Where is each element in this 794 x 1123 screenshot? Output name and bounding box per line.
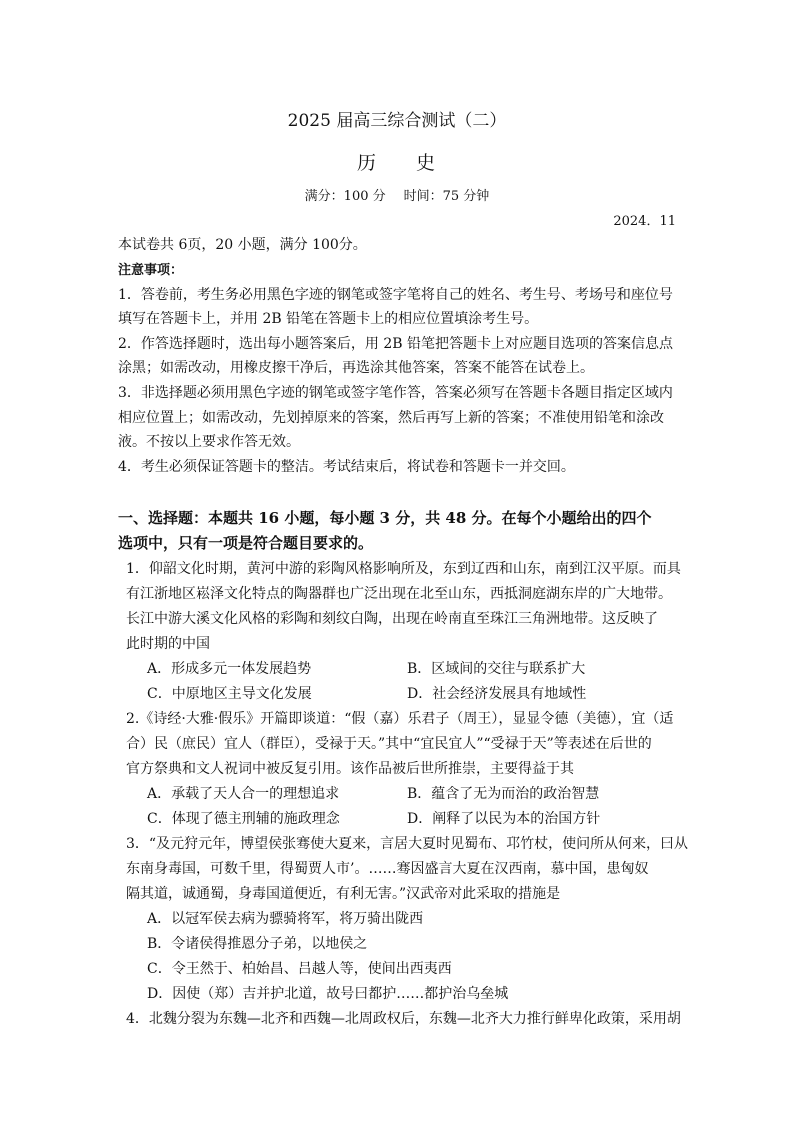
question-2-text: 合）民（庶民）宜人（群臣），受禄于天。”其中“宜民宜人”“受禄于天”等表述在后世的 <box>126 736 652 752</box>
question-3-text: 隔其道，诚通蜀，身毒国道便近，有利无害。”汉武帝对此采取的措施是 <box>126 886 561 902</box>
question-3-text: 东南身毒国，可数千里，得蜀贾人市’。……骞因盛言大夏在汉西南，慕中国，患匈奴 <box>126 861 649 877</box>
question-1-option-a[interactable]: A．形成多元一体发展趋势 <box>147 661 312 677</box>
notice-line: 1．答卷前，考生务必用黑色字迹的钢笔或签字笔将自己的姓名、考生号、考场号和座位号 <box>118 287 673 303</box>
question-1-text: 长江中游大溪文化风格的彩陶和刻纹白陶，出现在岭南直至珠江三角洲地带。这反映了 <box>126 611 658 627</box>
question-1-option-b[interactable]: B．区域间的交往与联系扩大 <box>407 661 586 677</box>
exam-title: 2025 届高三综合测试（二） <box>287 111 507 131</box>
notice-line: 填写在答题卡上，并用 2B 铅笔在答题卡上的相应位置填涂考生号。 <box>118 311 539 327</box>
question-1-text: 1．仰韶文化时期，黄河中游的彩陶风格影响所及，东到辽西和山东，南到江汉平原。而具 <box>126 561 681 577</box>
subject-char-1: 历 <box>356 152 378 174</box>
section-heading: 选项中，只有一项是符合题目要求的。 <box>118 534 374 552</box>
notice-line: 3．非选择题必须用黑色字迹的钢笔或签字笔作答，答案必须写在答题卡各题目指定区域内 <box>118 385 673 401</box>
notice-line: 2．作答选择题时，选出每小题答案后，用 2B 铅笔把答题卡上对应题目选项的答案信息点 <box>118 336 674 352</box>
question-2-option-d[interactable]: D．阐释了以民为本的治国方针 <box>407 811 601 827</box>
question-3-option-b[interactable]: B．令诸侯得推恩分子弟，以地侯之 <box>147 936 368 952</box>
question-2-option-a[interactable]: A．承载了天人合一的理想追求 <box>147 786 340 802</box>
question-2-text: 官方祭典和文人祝词中被反复引用。该作品被后世所推崇，主要得益于其 <box>126 761 574 777</box>
question-3-option-c[interactable]: C．令王然于、柏始昌、吕越人等，使间出西夷西 <box>147 961 452 977</box>
question-3-option-d[interactable]: D．因使（郑）吉并护北道，故号曰都护……都护治乌垒城 <box>147 986 509 1002</box>
exam-time: 时间：75 分钟 <box>403 189 490 204</box>
notice-line: 液。不按以上要求作答无效。 <box>118 434 300 450</box>
notice-line: 4．考生必须保证答题卡的整洁。考试结束后，将试卷和答题卡一并交回。 <box>118 459 575 475</box>
notice-line: 相应位置上；如需改动，先划掉原来的答案，然后再写上新的答案；不准使用铅笔和涂改 <box>118 410 664 426</box>
question-3-option-a[interactable]: A．以冠军侯去病为骠骑将军，将万骑出陇西 <box>147 911 424 927</box>
exam-date: 2024．11 <box>613 214 676 229</box>
exam-meta <box>0 185 794 204</box>
question-1-text: 有江浙地区崧泽文化特点的陶器群也广泛出现在北至山东，西抵洞庭湖东岸的广大地带。 <box>126 586 672 602</box>
question-4-text: 4．北魏分裂为东魏—北齐和西魏—北周政权后，东魏—北齐大力推行鲜卑化政策，采用胡 <box>126 1011 681 1027</box>
question-2-option-b[interactable]: B．蕴含了无为而治的政治智慧 <box>407 786 600 802</box>
intro-line: 本试卷共 6页，20 小题，满分 100分。 <box>118 237 367 253</box>
question-1-option-d[interactable]: D．社会经济发展具有地域性 <box>407 686 587 702</box>
question-3-text: 3．“及元狩元年，博望侯张骞使大夏来，言居大夏时见蜀布、邛竹杖，使问所从何来，曰从 <box>126 836 689 852</box>
full-score: 满分：100 分 <box>304 189 386 204</box>
question-2-option-c[interactable]: C．体现了德主刑辅的施政理念 <box>147 811 340 827</box>
notice-heading: 注意事项： <box>118 263 184 278</box>
question-2-text: 2.《诗经·大雅·假乐》开篇即谈道：“假（嘉）乐君子（周王），显显令德（美德），宜（适 <box>126 711 674 727</box>
question-1-text: 此时期的中国 <box>126 636 210 652</box>
subject-heading <box>0 148 794 175</box>
question-1-option-c[interactable]: C．中原地区主导文化发展 <box>147 686 312 702</box>
section-heading: 一、选择题：本题共 16 小题，每小题 3 分，共 48 分。在每个小题给出的四个 <box>118 509 652 527</box>
subject-char-2: 史 <box>416 152 438 174</box>
notice-line: 涂黑；如需改动，用橡皮擦干净后，再选涂其他答案，答案不能答在试卷上。 <box>118 360 594 376</box>
